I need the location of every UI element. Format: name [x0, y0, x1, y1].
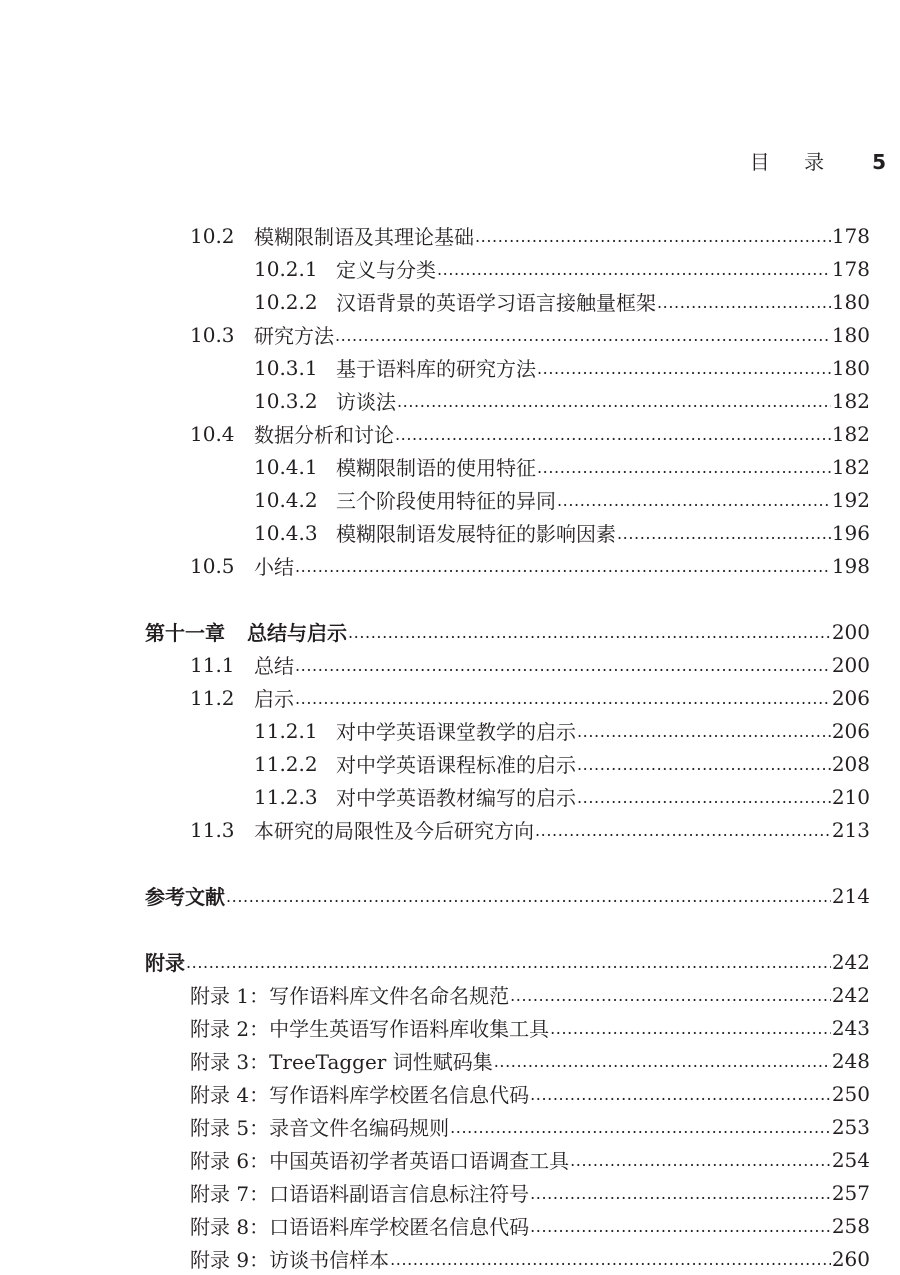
section-title: 启示 [254, 687, 294, 711]
dot-leader [530, 1085, 831, 1110]
toc-row [0, 747, 900, 780]
toc-row [0, 615, 900, 648]
dot-leader [335, 326, 831, 351]
dot-leader [537, 359, 831, 384]
page-ref: 254 [831, 1147, 870, 1172]
section-title: 参考文献 [145, 885, 225, 909]
section-title: 对中学英语课程标准的启示 [336, 753, 576, 777]
toc-row [0, 714, 900, 747]
section-number: 第十一章 [145, 621, 225, 645]
page-ref: 213 [831, 817, 870, 842]
page-ref: 242 [831, 982, 870, 1007]
dot-leader [390, 1250, 831, 1275]
section-number: 11.3 [190, 817, 235, 842]
toc-row [0, 681, 900, 714]
toc-entry[interactable] [190, 1077, 870, 1110]
toc-entry[interactable] [190, 978, 870, 1011]
dot-leader [450, 1118, 831, 1143]
page-ref: 180 [831, 322, 870, 347]
dot-leader [535, 821, 831, 846]
dot-leader [537, 458, 831, 483]
toc-row [0, 483, 900, 516]
page-ref: 253 [831, 1114, 870, 1139]
dot-leader [494, 1052, 831, 1077]
page-ref: 210 [831, 784, 870, 809]
page-number: 5 [872, 150, 886, 174]
toc-entry[interactable] [254, 252, 870, 285]
page-ref: 180 [831, 355, 870, 380]
toc-row [0, 252, 900, 285]
section-title: 附录 [145, 951, 185, 975]
toc-row [0, 219, 900, 252]
section-number: 10.4.3 [254, 520, 318, 545]
section-number: 11.2.3 [254, 784, 318, 809]
toc-row [0, 1242, 900, 1275]
toc-row [0, 351, 900, 384]
section-title: 小结 [254, 555, 294, 579]
toc-row [0, 813, 900, 846]
toc-entry[interactable] [145, 879, 870, 912]
toc-row [0, 516, 900, 549]
dot-leader [550, 1019, 831, 1044]
toc-row [0, 648, 900, 681]
toc-entry[interactable] [190, 1242, 870, 1275]
section-number: 11.2 [190, 685, 235, 710]
section-title: 附录 8：口语语料库学校匿名信息代码 [190, 1215, 530, 1239]
section-title: 基于语料库的研究方法 [336, 357, 536, 381]
section-title: 总结 [254, 654, 294, 678]
section-number: 11.1 [190, 652, 235, 677]
page-ref: 257 [831, 1180, 870, 1205]
dot-leader [295, 656, 831, 681]
section-title: 研究方法 [254, 324, 334, 348]
toc-entry[interactable] [190, 813, 870, 846]
toc-row [0, 1176, 900, 1209]
section-title: 汉语背景的英语学习语言接触量框架 [336, 291, 656, 315]
toc-entry[interactable] [254, 351, 870, 384]
section-title: 本研究的局限性及今后研究方向 [254, 819, 534, 843]
toc-entry[interactable] [190, 1011, 870, 1044]
toc-entry[interactable] [145, 615, 870, 648]
dot-leader [295, 557, 831, 582]
page-ref: 192 [831, 487, 870, 512]
section-number: 10.2 [190, 223, 235, 248]
section-title: 对中学英语课堂教学的启示 [336, 720, 576, 744]
page-ref: 214 [831, 883, 870, 908]
page-ref: 178 [831, 256, 870, 281]
section-number: 10.2.1 [254, 256, 318, 281]
section-title: 附录 5：录音文件名编码规则 [190, 1116, 450, 1140]
page-ref: 243 [831, 1015, 870, 1040]
section-number: 10.4.2 [254, 487, 318, 512]
section-title: 总结与启示 [247, 621, 347, 645]
toc-row [0, 285, 900, 318]
toc-entry[interactable] [190, 219, 870, 252]
section-title: 附录 7：口语语料副语言信息标注符号 [190, 1182, 530, 1206]
page-ref: 196 [831, 520, 870, 545]
page-ref: 200 [831, 619, 870, 644]
page-ref: 182 [831, 388, 870, 413]
section-title: 附录 3：TreeTagger 词性赋码集 [190, 1050, 493, 1074]
section-title: 三个阶段使用特征的异同 [336, 489, 556, 513]
section-number: 10.5 [190, 553, 235, 578]
dot-leader [475, 227, 831, 252]
page-ref: 182 [831, 421, 870, 446]
page-ref: 206 [831, 718, 870, 743]
dot-leader [395, 425, 831, 450]
page-ref: 248 [831, 1048, 870, 1073]
dot-leader [397, 392, 831, 417]
toc-entry[interactable] [190, 1143, 870, 1176]
dot-leader [510, 986, 831, 1011]
toc-entry[interactable] [190, 681, 870, 714]
section-title: 数据分析和讨论 [254, 423, 394, 447]
section-number: 10.3 [190, 322, 235, 347]
dot-leader [186, 953, 831, 978]
dot-leader [617, 524, 831, 549]
toc-row [0, 318, 900, 351]
dot-leader [577, 755, 831, 780]
dot-leader [577, 788, 831, 813]
dot-leader [530, 1217, 831, 1242]
page-ref: 200 [831, 652, 870, 677]
toc-row [0, 978, 900, 1011]
toc-entry[interactable] [190, 417, 870, 450]
section-title: 模糊限制语的使用特征 [336, 456, 536, 480]
header-title: 目 录 [749, 150, 839, 174]
page-ref: 258 [831, 1213, 870, 1238]
page-ref: 178 [831, 223, 870, 248]
page-ref: 242 [831, 949, 870, 974]
section-number: 10.3.1 [254, 355, 318, 380]
toc-row [0, 1143, 900, 1176]
dot-leader [226, 887, 831, 912]
page-ref: 182 [831, 454, 870, 479]
running-header [750, 146, 886, 175]
dot-leader [295, 689, 831, 714]
section-title: 模糊限制语及其理论基础 [254, 225, 474, 249]
section-title: 附录 2：中学生英语写作语料库收集工具 [190, 1017, 550, 1041]
section-number: 11.2.2 [254, 751, 318, 776]
section-title: 对中学英语教材编写的启示 [336, 786, 576, 810]
toc-row [0, 1110, 900, 1143]
toc-entry[interactable] [145, 945, 870, 978]
toc-row [0, 1044, 900, 1077]
toc-entry[interactable] [254, 483, 870, 516]
section-title: 附录 9：访谈书信样本 [190, 1248, 390, 1272]
dot-leader [557, 491, 831, 516]
toc-row [0, 945, 900, 978]
dot-leader [570, 1151, 831, 1176]
toc-row [0, 879, 900, 912]
section-number: 11.2.1 [254, 718, 318, 743]
toc-entry[interactable] [254, 714, 870, 747]
toc-entry[interactable] [190, 549, 870, 582]
section-title: 定义与分类 [336, 258, 436, 282]
page-ref: 250 [831, 1081, 870, 1106]
section-title: 附录 4：写作语料库学校匿名信息代码 [190, 1083, 530, 1107]
toc-row [0, 549, 900, 582]
toc-entry[interactable] [254, 747, 870, 780]
page-ref: 206 [831, 685, 870, 710]
toc-entry[interactable] [254, 516, 870, 549]
section-number: 10.4.1 [254, 454, 318, 479]
toc-row [0, 384, 900, 417]
section-title: 附录 1：写作语料库文件名命名规范 [190, 984, 510, 1008]
section-number: 10.3.2 [254, 388, 318, 413]
dot-leader [657, 293, 831, 318]
toc-entry[interactable] [190, 1044, 870, 1077]
toc-row [0, 417, 900, 450]
page-ref: 180 [831, 289, 870, 314]
dot-leader [530, 1184, 831, 1209]
dot-leader [437, 260, 831, 285]
toc-entry[interactable] [254, 384, 870, 417]
section-title: 附录 6：中国英语初学者英语口语调查工具 [190, 1149, 570, 1173]
section-number: 10.4 [190, 421, 235, 446]
page-ref: 208 [831, 751, 870, 776]
toc-entry[interactable] [190, 648, 870, 681]
section-number: 10.2.2 [254, 289, 318, 314]
toc-row [0, 1077, 900, 1110]
toc-row [0, 450, 900, 483]
toc-entry[interactable] [254, 780, 870, 813]
toc-entry[interactable] [190, 1209, 870, 1242]
dot-leader [577, 722, 831, 747]
toc-entry[interactable] [190, 318, 870, 351]
page-ref: 260 [831, 1246, 870, 1271]
section-title: 访谈法 [336, 390, 396, 414]
toc-row [0, 1011, 900, 1044]
toc-row [0, 1209, 900, 1242]
toc-entry[interactable] [190, 1110, 870, 1143]
page-ref: 198 [831, 553, 870, 578]
toc-entry[interactable] [254, 450, 870, 483]
toc-entry[interactable] [190, 1176, 870, 1209]
toc-row [0, 780, 900, 813]
section-title: 模糊限制语发展特征的影响因素 [336, 522, 616, 546]
dot-leader [348, 623, 831, 648]
toc-entry[interactable] [254, 285, 870, 318]
